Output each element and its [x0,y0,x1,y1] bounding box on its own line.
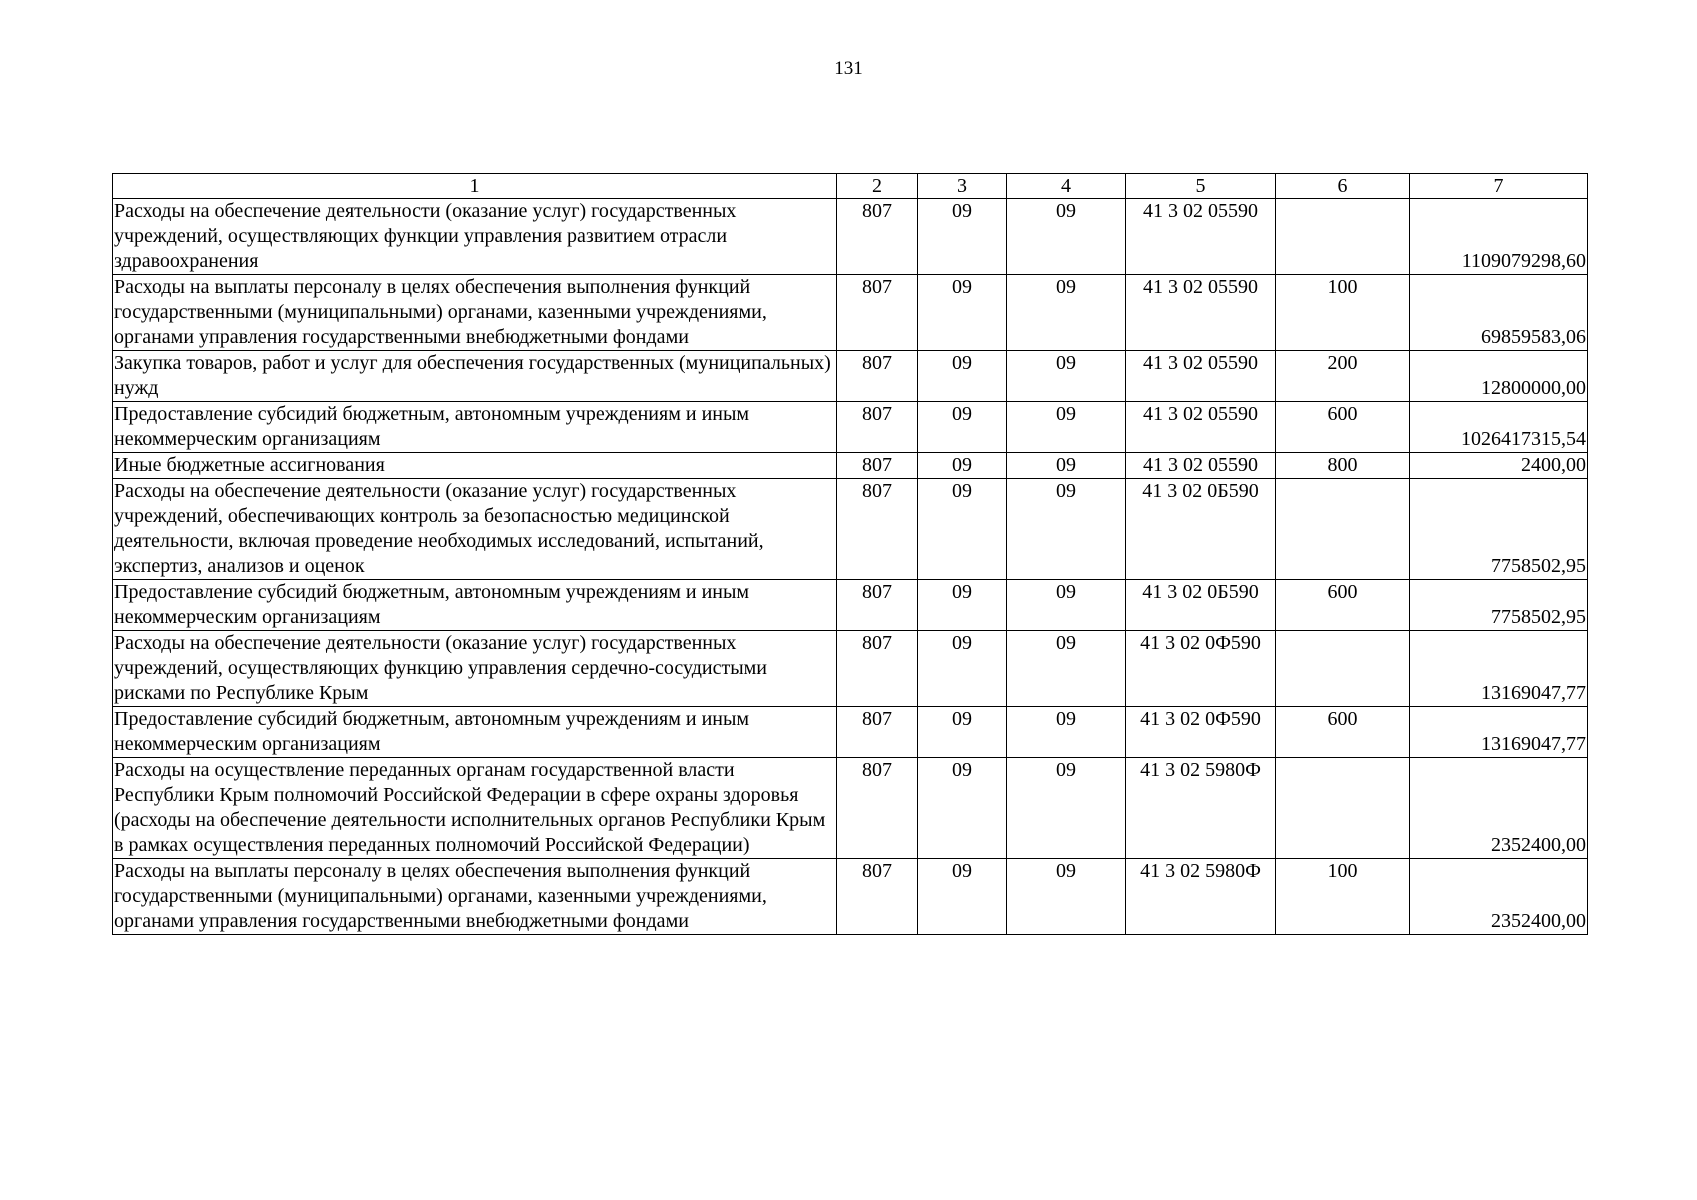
amount: 69859583,06 [1410,275,1588,351]
subsection-code: 09 [1007,758,1126,859]
table-row [113,631,1588,707]
ministry-code: 807 [837,859,918,935]
ministry-code: 807 [837,275,918,351]
target-article-code: 41 3 02 0Б590 [1126,580,1276,631]
expense-type-code [1276,758,1410,859]
table-row [113,859,1588,935]
table-row [113,199,1588,275]
subsection-code: 09 [1007,707,1126,758]
section-code: 09 [918,631,1007,707]
table-row [113,758,1588,859]
amount: 13169047,77 [1410,631,1588,707]
table-row [113,707,1588,758]
ministry-code: 807 [837,453,918,479]
col-header-2: 2 [837,174,918,199]
expense-type-code: 200 [1276,351,1410,402]
expense-type-code [1276,631,1410,707]
expense-type-code [1276,199,1410,275]
expense-name: Иные бюджетные ассигнования [113,453,837,479]
target-article-code: 41 3 02 5980Ф [1126,859,1276,935]
table-row [113,351,1588,402]
amount: 2352400,00 [1410,859,1588,935]
expense-name: Расходы на обеспечение деятельности (оказание услуг) государственных учреждений, обеспечивающих контроль за безопасностью медицинской деятельности, включая проведение необходимых исследований, испытаний, экспертиз, анализов и оценок [113,479,837,580]
expense-type-code: 100 [1276,275,1410,351]
target-article-code: 41 3 02 05590 [1126,402,1276,453]
subsection-code: 09 [1007,453,1126,479]
col-header-4: 4 [1007,174,1126,199]
subsection-code: 09 [1007,351,1126,402]
col-header-5: 5 [1126,174,1276,199]
table-row [113,479,1588,580]
amount: 7758502,95 [1410,580,1588,631]
amount: 12800000,00 [1410,351,1588,402]
section-code: 09 [918,199,1007,275]
section-code: 09 [918,707,1007,758]
expense-type-code: 600 [1276,402,1410,453]
table-row [113,453,1588,479]
expense-type-code: 600 [1276,580,1410,631]
ministry-code: 807 [837,758,918,859]
expense-type-code: 100 [1276,859,1410,935]
subsection-code: 09 [1007,859,1126,935]
table-row [113,580,1588,631]
section-code: 09 [918,758,1007,859]
ministry-code: 807 [837,199,918,275]
col-header-1: 1 [113,174,837,199]
subsection-code: 09 [1007,402,1126,453]
target-article-code: 41 3 02 5980Ф [1126,758,1276,859]
expense-name: Предоставление субсидий бюджетным, автономным учреждениям и иным некоммерческим организациям [113,707,837,758]
col-header-3: 3 [918,174,1007,199]
expense-type-code: 800 [1276,453,1410,479]
section-code: 09 [918,479,1007,580]
amount: 1026417315,54 [1410,402,1588,453]
subsection-code: 09 [1007,631,1126,707]
expense-name: Предоставление субсидий бюджетным, автономным учреждениям и иным некоммерческим организациям [113,402,837,453]
expense-type-code [1276,479,1410,580]
amount: 13169047,77 [1410,707,1588,758]
budget-table [112,173,1588,935]
expense-name: Расходы на обеспечение деятельности (оказание услуг) государственных учреждений, осуществляющих функции управления развитием отрасли здравоохранения [113,199,837,275]
ministry-code: 807 [837,631,918,707]
expense-name: Закупка товаров, работ и услуг для обеспечения государственных (муниципальных) нужд [113,351,837,402]
target-article-code: 41 3 02 0Ф590 [1126,631,1276,707]
col-header-6: 6 [1276,174,1410,199]
expense-name: Расходы на выплаты персоналу в целях обеспечения выполнения функций государственными (муниципальными) органами, казенными учреждениями, органами управления государственными внебюджетными фондами [113,275,837,351]
expense-name: Расходы на осуществление переданных органам государственной власти Республики Крым полномочий Российской Федерации в сфере охраны здоровья (расходы на обеспечение деятельности исполнительных органов Республики Крым в рамках осуществления переданных полномочий Российской Федерации) [113,758,837,859]
expense-type-code: 600 [1276,707,1410,758]
ministry-code: 807 [837,479,918,580]
expense-name: Расходы на обеспечение деятельности (оказание услуг) государственных учреждений, осуществляющих функцию управления сердечно-сосудистыми рисками по Республике Крым [113,631,837,707]
amount: 1109079298,60 [1410,199,1588,275]
table-row [113,402,1588,453]
target-article-code: 41 3 02 0Ф590 [1126,707,1276,758]
ministry-code: 807 [837,351,918,402]
page-number: 131 [834,58,863,79]
expense-name: Предоставление субсидий бюджетным, автономным учреждениям и иным некоммерческим организациям [113,580,837,631]
table-row [113,275,1588,351]
section-code: 09 [918,351,1007,402]
header-row [113,174,1588,199]
col-header-7: 7 [1410,174,1588,199]
subsection-code: 09 [1007,275,1126,351]
target-article-code: 41 3 02 05590 [1126,275,1276,351]
section-code: 09 [918,580,1007,631]
target-article-code: 41 3 02 05590 [1126,199,1276,275]
subsection-code: 09 [1007,479,1126,580]
target-article-code: 41 3 02 0Б590 [1126,479,1276,580]
section-code: 09 [918,275,1007,351]
ministry-code: 807 [837,402,918,453]
subsection-code: 09 [1007,580,1126,631]
section-code: 09 [918,402,1007,453]
target-article-code: 41 3 02 05590 [1126,453,1276,479]
amount: 2400,00 [1410,453,1588,479]
ministry-code: 807 [837,707,918,758]
amount: 2352400,00 [1410,758,1588,859]
section-code: 09 [918,453,1007,479]
amount: 7758502,95 [1410,479,1588,580]
subsection-code: 09 [1007,199,1126,275]
section-code: 09 [918,859,1007,935]
expense-name: Расходы на выплаты персоналу в целях обеспечения выполнения функций государственными (муниципальными) органами, казенными учреждениями, органами управления государственными внебюджетными фондами [113,859,837,935]
target-article-code: 41 3 02 05590 [1126,351,1276,402]
ministry-code: 807 [837,580,918,631]
